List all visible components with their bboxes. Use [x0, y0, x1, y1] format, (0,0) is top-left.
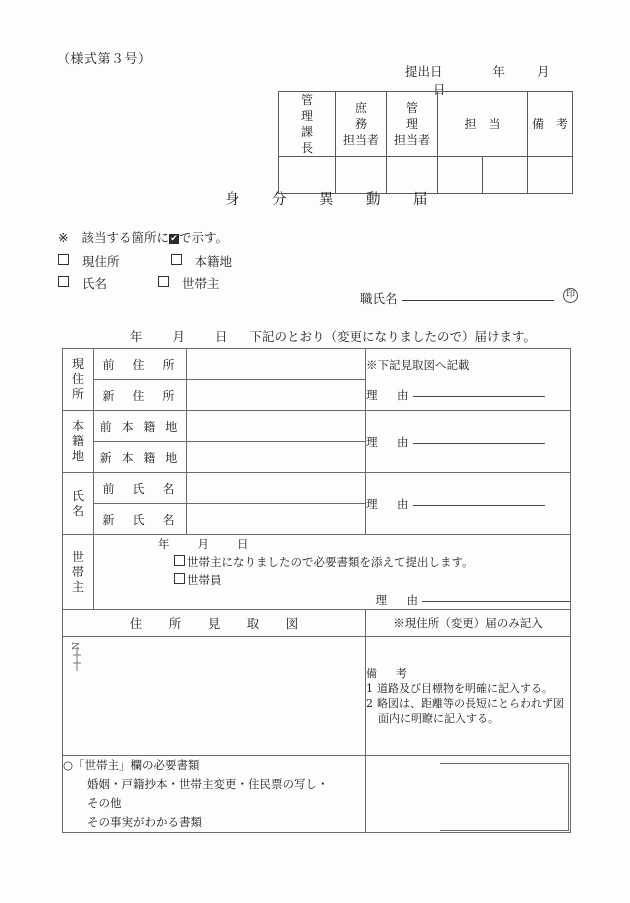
approval-cell-bikou[interactable] — [528, 157, 573, 194]
documents-line-4: その事実がわかる書類 — [87, 815, 202, 829]
page-title: 身 分 異 動 届 — [225, 192, 437, 208]
approval-header-shomu-line1: 庶 務 — [354, 101, 388, 131]
household-option-2-label: 世帯員 — [187, 573, 222, 587]
remarks-item-2-number: 2 — [366, 697, 373, 710]
documents-line-2: 婚姻・戸籍抄本・世帯主変更・住民票の写し・ — [87, 777, 329, 791]
reason-label-honsekichi: 理 由 — [366, 434, 413, 449]
reason-label-shimei: 理 由 — [366, 496, 413, 511]
household-reason-line — [94, 591, 570, 609]
form-number: （様式第３号） — [57, 52, 152, 67]
approval-header-bikou: 備 考 — [528, 92, 573, 157]
approval-table — [278, 91, 573, 194]
reason-block-honsekichi — [366, 411, 571, 473]
submission-day-label: 日 — [433, 82, 446, 97]
approval-header-kanri-tanto-line2: 担当者 — [393, 133, 430, 147]
remarks-item-2-text: 略図は、距離等の長短にとらわれず図面内に明瞭に記入する。 — [377, 697, 564, 725]
input-prev-name[interactable] — [187, 473, 366, 504]
checkbox-honsekichi[interactable] — [171, 254, 182, 265]
note-text: 該当する箇所に — [81, 230, 169, 245]
group-label-shimei — [63, 473, 94, 535]
household-option-2 — [174, 571, 570, 589]
input-prev-address[interactable] — [187, 349, 366, 380]
remarks-list — [366, 681, 570, 726]
map-drawing-area[interactable] — [63, 637, 366, 756]
signature-line — [360, 289, 578, 307]
remarks-item-1-text: 道路及び目標物を明確に記入する。 — [377, 682, 553, 695]
declaration-month-label: 月 — [172, 329, 186, 344]
checkbox-row-1 — [58, 252, 232, 270]
checkbox-row-2 — [58, 274, 220, 292]
checkbox-setainushi[interactable] — [158, 276, 169, 287]
checkbox-label-honsekichi: 本籍地 — [194, 254, 233, 269]
declaration-text: 下記のとおり（変更になりましたので）届けます。 — [249, 329, 537, 344]
row-label-prev-name: 前 氏 名 — [94, 473, 187, 504]
group-label-honsekichi — [63, 411, 94, 473]
group-label-genjusho-char1: 現 — [71, 357, 84, 371]
list-item — [366, 696, 570, 726]
reason-input-genjusho[interactable] — [413, 396, 545, 397]
signature-label: 職氏名 — [360, 291, 398, 306]
group-label-setainushi-char2: 帯 — [71, 564, 84, 579]
group-label-setainushi-char3: 主 — [71, 579, 84, 594]
reason-label-household: 理 由 — [375, 593, 422, 607]
reason-input-household[interactable] — [422, 601, 570, 602]
input-prev-domicile[interactable] — [187, 411, 366, 442]
checkbox-household-head[interactable] — [174, 555, 185, 566]
input-new-address[interactable] — [187, 380, 366, 411]
reason-block-shimei — [366, 473, 571, 535]
checkbox-household-member[interactable] — [174, 573, 185, 584]
approval-header-kanri-kacho-line2: 課 長 — [300, 125, 338, 155]
group-label-genjusho-char2: 住 — [71, 372, 84, 386]
approval-header-tanto: 担 当 — [438, 92, 528, 157]
submission-month-label: 月 — [537, 64, 550, 79]
remarks-item-1-number: 1 — [366, 682, 373, 695]
north-compass-icon — [71, 641, 93, 675]
group-label-honsekichi-char1: 本 — [71, 419, 84, 433]
checkbox-label-setainushi: 世帯主 — [182, 276, 220, 291]
table-row — [63, 411, 571, 442]
remarks-title: 備 考 — [366, 667, 411, 680]
instruction-note — [58, 228, 228, 246]
required-documents-block — [63, 756, 366, 833]
group-label-shimei-char2: 名 — [71, 503, 84, 518]
approval-cell-tanto-1[interactable] — [438, 157, 483, 194]
note-text-tail: で示す。 — [179, 230, 229, 245]
declaration-line — [130, 327, 536, 345]
row-label-prev-domicile: 前 本 籍 地 — [94, 411, 187, 442]
row-label-new-domicile: 新 本 籍 地 — [94, 442, 187, 473]
household-day-label: 日 — [237, 537, 249, 551]
seal-icon: 印 — [563, 288, 578, 303]
row-label-new-address: 新 住 所 — [94, 380, 187, 411]
map-section-header-row — [63, 610, 571, 637]
approval-header-row — [279, 92, 573, 157]
approval-header-kanri-kacho-line1: 管 理 — [300, 93, 338, 123]
group-label-honsekichi-char3: 地 — [71, 449, 84, 463]
documents-line-1: ○「世帯主」欄の必要書類 — [63, 758, 200, 772]
household-date-line — [158, 537, 249, 551]
reason-label-genjusho: 理 由 — [366, 387, 413, 402]
approval-header-shomu-line2: 担当者 — [342, 133, 379, 147]
map-reference-note: ※下記見取図へ記載 — [366, 357, 470, 372]
svg-text:N: N — [72, 642, 82, 650]
approval-header-kanri-tanto — [387, 92, 438, 157]
approval-header-kanri-tanto-line1: 管 理 — [405, 101, 439, 131]
household-block — [94, 535, 571, 610]
reason-input-shimei[interactable] — [413, 505, 545, 506]
group-label-setainushi-char1: 世 — [71, 549, 84, 564]
submission-year-label: 年 — [492, 64, 506, 79]
row-label-new-name: 新 氏 名 — [94, 504, 187, 535]
table-row — [63, 535, 571, 610]
table-row — [63, 349, 571, 380]
household-option-1 — [174, 553, 570, 571]
reason-block-genjusho — [366, 349, 571, 411]
checkmark-icon: ✔ — [170, 234, 178, 244]
group-label-genjusho — [63, 349, 94, 411]
checkbox-genjusho[interactable] — [58, 254, 69, 265]
submission-date-label: 提出日 — [405, 64, 443, 79]
checkbox-shimei[interactable] — [58, 276, 69, 287]
row-label-prev-address: 前 住 所 — [94, 349, 187, 380]
group-label-honsekichi-char2: 籍 — [71, 434, 84, 448]
group-label-shimei-char1: 氏 — [71, 488, 84, 503]
map-drawing-row — [63, 637, 571, 756]
remarks-block — [366, 637, 571, 756]
group-label-setainushi — [63, 535, 94, 610]
approval-cell-tanto-2[interactable] — [483, 157, 528, 194]
checkbox-label-shimei: 氏名 — [82, 276, 108, 291]
household-month-label: 月 — [197, 537, 209, 551]
group-label-genjusho-char3: 所 — [71, 387, 84, 401]
signature-input[interactable] — [402, 300, 554, 301]
declaration-year-label: 年 — [130, 329, 143, 344]
approval-header-shomu — [336, 92, 387, 157]
approval-header-kanri-kacho — [279, 92, 336, 157]
receipt-stamp-area[interactable] — [440, 763, 569, 831]
input-new-domicile[interactable] — [187, 442, 366, 473]
declaration-day-label: 日 — [215, 329, 228, 344]
household-option-1-label: 世帯主になりましたので必要書類を添えて提出します。 — [187, 555, 474, 569]
map-section-note: ※現住所（変更）届のみ記入 — [366, 610, 571, 637]
main-form-table — [62, 348, 571, 833]
map-section-title: 住 所 見 取 図 — [63, 610, 366, 637]
list-item — [366, 681, 570, 696]
household-year-label: 年 — [158, 537, 170, 551]
note-mark-icon: ※ — [58, 230, 69, 245]
input-new-name[interactable] — [187, 504, 366, 535]
table-row — [63, 473, 571, 504]
reason-input-honsekichi[interactable] — [413, 443, 545, 444]
checkbox-label-genjusho: 現住所 — [82, 254, 120, 269]
documents-line-3: その他 — [87, 796, 122, 810]
